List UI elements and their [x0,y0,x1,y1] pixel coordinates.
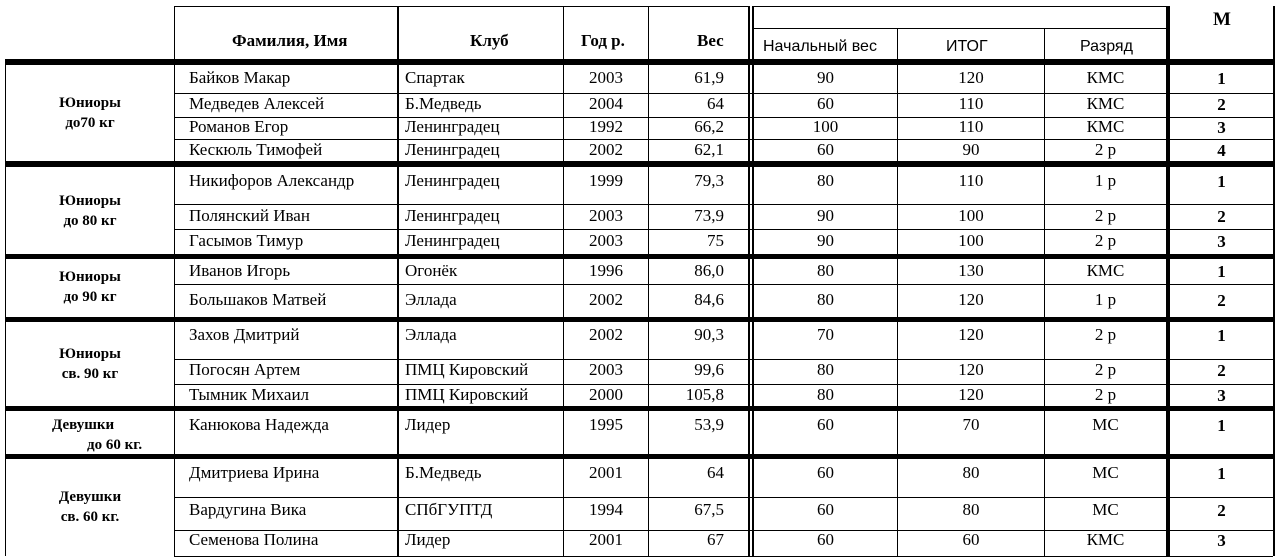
cell-name: Байков Макар [189,68,291,87]
group-label-line: Юниоры [59,346,121,362]
cell-weight: 53,9 [694,415,724,434]
group-label-line: Юниоры [59,95,121,111]
cell-club: Б.Медведь [405,463,482,482]
cell-total: 120 [958,385,984,404]
cell-total: 110 [958,117,984,136]
cell-year: 2003 [589,68,623,87]
table-bottom-border [174,556,1273,557]
cell-club: Ленинградец [405,140,500,159]
cell-total: 120 [958,360,984,379]
header-top-border [752,6,1166,7]
cell-weight: 64 [707,94,724,113]
header-year: Год р. [581,31,625,50]
cell-rank: 2 р [1094,231,1117,250]
cell-weight: 79,3 [694,171,724,190]
cell-weight: 67 [707,530,724,549]
header-sub-border [752,28,1166,29]
cell-rank: МС [1092,415,1119,434]
cell-weight: 105,8 [685,385,724,404]
cell-start-weight: 70 [817,325,834,344]
row-separator [174,229,1273,230]
group-label [6,487,174,527]
group-label-line: Девушки [58,489,122,505]
cell-name: Полянский Иван [189,206,310,225]
cell-name: Кескюль Тимофей [189,140,323,159]
group-label [6,191,174,231]
cell-start-weight: 90 [817,231,834,250]
cell-year: 1999 [589,171,623,190]
cell-year: 1996 [589,261,623,280]
cell-start-weight: 60 [817,463,834,482]
cell-weight: 62,1 [694,140,724,159]
header-rank: Разряд [1080,38,1133,55]
cell-total: 100 [958,231,984,250]
header-total: ИТОГ [946,38,988,55]
cell-rank: 1 р [1094,290,1117,309]
cell-club: Ленинградец [405,231,500,250]
cell-year: 2001 [589,530,623,549]
cell-start-weight: 80 [817,290,834,309]
cell-total: 100 [958,206,984,225]
group-label [6,267,174,307]
cell-weight: 99,6 [694,360,724,379]
group-separator [5,61,1273,65]
cell-place: 3 [1217,386,1226,405]
cell-place: 2 [1217,291,1226,310]
cell-weight: 61,9 [694,68,724,87]
header-start-weight: Начальный вес [763,38,877,55]
cell-place: 1 [1217,172,1226,191]
cell-weight: 73,9 [694,206,724,225]
header-place: М [1213,9,1231,30]
group-separator [5,406,1273,411]
cell-start-weight: 60 [817,415,834,434]
cell-club: Лидер [405,530,451,549]
cell-rank: МС [1092,463,1119,482]
group-label-line: Юниоры [59,193,121,209]
cell-weight: 75 [707,231,724,250]
cell-year: 2002 [589,325,623,344]
group-label-line: до 60 кг. [87,437,143,453]
cell-club: СПбГУПТД [405,500,493,519]
cell-rank: 2 р [1094,325,1117,344]
cell-rank: КМС [1086,117,1125,136]
cell-place: 3 [1217,232,1226,251]
cell-year: 1995 [589,415,623,434]
cell-name: Канюкова Надежда [189,415,329,434]
cell-weight: 86,0 [694,261,724,280]
group-label-line: до 90 кг [63,289,117,305]
cell-year: 2001 [589,463,623,482]
cell-start-weight: 80 [817,385,834,404]
cell-name: Медведев Алексей [189,94,325,113]
cell-place: 1 [1217,326,1226,345]
cell-year: 1994 [589,500,623,519]
cell-year: 2000 [589,385,623,404]
cell-name: Дмитриева Ирина [189,463,320,482]
cell-club: Б.Медведь [405,94,482,113]
cell-total: 80 [962,500,980,519]
cell-rank: 2 р [1094,140,1117,159]
group-separator [5,161,1273,167]
cell-rank: КМС [1086,94,1125,113]
cell-rank: МС [1092,500,1119,519]
cell-total: 80 [962,463,980,482]
cell-year: 1992 [589,117,623,136]
header-weight: Вес [697,31,724,50]
cell-weight: 90,3 [694,325,724,344]
cell-place: 3 [1217,531,1226,550]
cell-total: 120 [958,325,984,344]
cell-name: Гасымов Тимур [189,231,304,250]
cell-name: Иванов Игорь [189,261,291,280]
cell-year: 2003 [589,206,623,225]
cell-start-weight: 90 [817,68,834,87]
cell-total: 110 [958,94,984,113]
row-separator [174,204,1273,205]
group-label [6,93,174,133]
cell-weight: 66,2 [694,117,724,136]
cell-place: 1 [1217,464,1226,483]
cell-place: 2 [1217,207,1226,226]
cell-club: ПМЦ Кировский [405,385,529,404]
header-top-border-left [174,6,748,7]
cell-total: 120 [958,68,984,87]
col-border-1 [174,6,175,556]
cell-name: Захов Дмитрий [189,325,300,344]
cell-place: 2 [1217,501,1226,520]
col-border-5a [748,6,750,556]
border-left [5,61,6,556]
cell-place: 1 [1217,69,1226,88]
cell-place: 4 [1217,141,1226,160]
cell-year: 2002 [589,140,623,159]
cell-year: 2004 [589,94,623,113]
group-separator [5,254,1273,259]
cell-start-weight: 60 [817,500,834,519]
cell-year: 2003 [589,360,623,379]
cell-club: ПМЦ Кировский [405,360,529,379]
cell-rank: 2 р [1094,360,1117,379]
cell-total: 130 [958,261,984,280]
group-label-line: Девушки [52,417,115,433]
group-label-line: св. 60 кг. [60,509,120,525]
header-club: Клуб [470,31,509,50]
cell-year: 2003 [589,231,623,250]
cell-total: 90 [962,140,980,159]
group-label-line: Юниоры [59,269,121,285]
cell-total: 120 [958,290,984,309]
cell-name: Вардугина Вика [189,500,307,519]
cell-place: 3 [1217,118,1226,137]
group-label-line: до 80 кг [63,213,117,229]
cell-start-weight: 90 [817,206,834,225]
cell-rank: 2 р [1094,206,1117,225]
cell-club: Ленинградец [405,171,500,190]
group-label-line: св. 90 кг [61,366,119,382]
row-separator [174,284,1273,285]
cell-club: Эллада [405,325,457,344]
cell-weight: 64 [707,463,724,482]
cell-name: Тымник Михаил [189,385,310,404]
cell-name: Никифоров Александр [189,171,355,190]
cell-place: 1 [1217,262,1226,281]
border-right [1273,6,1275,556]
cell-club: Ленинградец [405,206,500,225]
cell-total: 110 [958,171,984,190]
cell-name: Погосян Артем [189,360,301,379]
cell-total: 70 [962,415,980,434]
cell-club: Ленинградец [405,117,500,136]
cell-rank: 1 р [1094,171,1117,190]
cell-club: Спартак [405,68,465,87]
cell-year: 2002 [589,290,623,309]
cell-weight: 67,5 [694,500,724,519]
cell-name: Большаков Матвей [189,290,327,309]
row-separator [174,497,1273,498]
cell-place: 1 [1217,416,1226,435]
cell-start-weight: 60 [817,530,834,549]
cell-start-weight: 80 [817,360,834,379]
group-separator [5,454,1273,459]
cell-club: Эллада [405,290,457,309]
group-label [52,415,142,455]
cell-club: Огонёк [405,261,458,280]
cell-name: Романов Егор [189,117,289,136]
cell-weight: 84,6 [694,290,724,309]
cell-start-weight: 80 [817,261,834,280]
col-border-2 [397,6,399,556]
group-label [6,344,174,384]
cell-start-weight: 100 [812,117,839,136]
header-name: Фамилия, Имя [232,31,348,50]
cell-name: Семенова Полина [189,530,319,549]
cell-rank: КМС [1086,530,1125,549]
cell-rank: КМС [1086,261,1125,280]
cell-rank: 2 р [1094,385,1117,404]
cell-start-weight: 80 [817,171,834,190]
group-label-line: до70 кг [65,115,115,131]
cell-club: Лидер [405,415,451,434]
cell-total: 60 [962,530,980,549]
cell-rank: КМС [1086,68,1125,87]
cell-start-weight: 60 [817,140,834,159]
cell-place: 2 [1217,361,1226,380]
group-separator [5,317,1273,322]
cell-place: 2 [1217,95,1226,114]
cell-start-weight: 60 [817,94,834,113]
